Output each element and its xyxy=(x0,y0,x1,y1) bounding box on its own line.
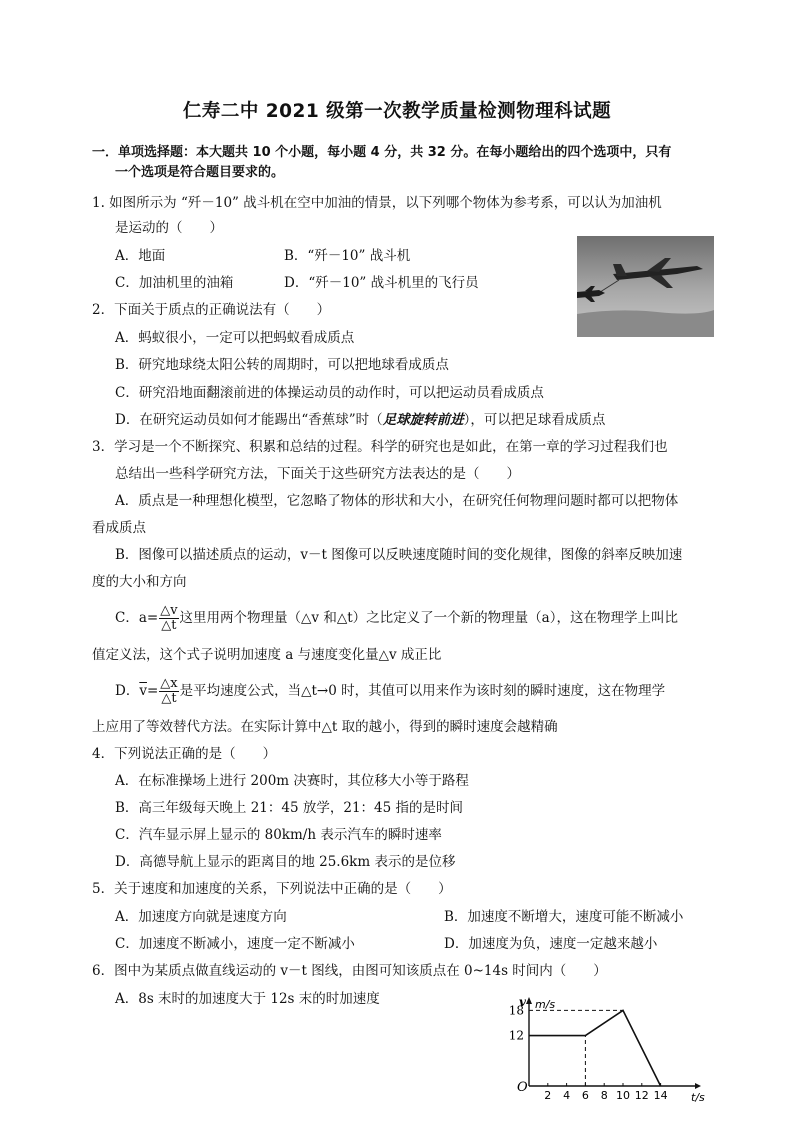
average-velocity-symbol: $\overline{v}$ xyxy=(139,683,147,699)
q3-option-c xyxy=(115,604,678,633)
q4-option-a: A．在标准操场上进行 200m 决赛时，其位移大小等于路程 xyxy=(115,773,469,789)
y-axis-arrow xyxy=(526,997,532,1004)
x-tick-label: 4 xyxy=(563,1089,571,1102)
q3-option-a-cont: 看成质点 xyxy=(92,520,146,536)
y-tick-label: 12 xyxy=(508,1028,524,1043)
q1-stem: 1. 如图所示为 “歼－10” 战斗机在空中加油的情景，以下列哪个物体为参考系，可以认为加油机 xyxy=(92,195,662,211)
x-tick-label: 14 xyxy=(653,1089,668,1102)
q6-stem: 6．图中为某质点做直线运动的 v－t 图线，由图可知该质点在 0~14s 时间内（ ） xyxy=(92,963,607,979)
y-axis-label: v xyxy=(519,995,526,1009)
fraction-dv-dt xyxy=(159,604,178,633)
q3-option-c-cont: 值定义法，这个式子说明加速度 a 与速度变化量△v 成正比 xyxy=(92,647,442,663)
q6-option-a: A．8s 末时的加速度大于 12s 末的时加速度 xyxy=(115,991,380,1007)
q5-option-c: C．加速度不断减小，速度一定不断减小 xyxy=(115,936,355,952)
q3-option-c-text: 这里用两个物理量（△v 和△t）之比定义了一个新的物理量（a），这在物理学上叫比 xyxy=(179,610,678,626)
q1-option-d: D．“歼－10” 战斗机里的飞行员 xyxy=(284,275,479,291)
vt-line xyxy=(529,1010,661,1086)
q4-option-c: C．汽车显示屏上显示的 80km/h 表示汽车的瞬时速率 xyxy=(115,827,442,843)
vt-graph xyxy=(495,994,705,1104)
page-title: 仁寿二中 2021 级第一次教学质量检测物理科试题 xyxy=(182,101,612,122)
q2-option-a: A．蚂蚁很小，一定可以把蚂蚁看成质点 xyxy=(115,330,355,346)
refueling-photo xyxy=(577,236,714,337)
fraction-numerator: △v xyxy=(160,603,178,618)
q3-option-d xyxy=(115,677,665,706)
q2-option-c: C．研究沿地面翻滚前进的体操运动员的动作时，可以把运动员看成质点 xyxy=(115,385,544,401)
q5-option-a: A．加速度方向就是速度方向 xyxy=(115,909,287,925)
fraction-dx-dt xyxy=(159,677,178,706)
x-axis-label: t/s xyxy=(691,1091,705,1104)
q3-option-a: A．质点是一种理想化模型，它忽略了物体的形状和大小，在研究任何物理问题时都可以把物体 xyxy=(115,493,679,509)
section-heading-cont: 一个选项是符合题目要求的。 xyxy=(115,165,285,180)
x-tick-label: 10 xyxy=(616,1089,630,1102)
fraction-denominator: △t xyxy=(161,618,177,633)
origin-label: O xyxy=(517,1080,528,1095)
equals-sign: = xyxy=(146,683,159,699)
x-axis-arrow xyxy=(695,1083,701,1089)
x-tick-label: 6 xyxy=(581,1089,589,1102)
q3-option-b: B．图像可以描述质点的运动，v－t 图像可以反映速度随时间的变化规律，图像的斜率反映加速 xyxy=(115,547,683,563)
q3-option-c-label: C．a= xyxy=(115,610,159,626)
q1-option-b: B．“歼－10” 战斗机 xyxy=(284,248,411,264)
q2-option-d-text-end: ），可以把足球看成质点 xyxy=(463,412,606,428)
q4-stem: 4．下列说法正确的是（ ） xyxy=(92,746,277,762)
fraction-numerator: △x xyxy=(160,676,178,691)
q5-option-d: D．加速度为负，速度一定越来越小 xyxy=(444,936,658,952)
vt-graph-svg xyxy=(495,994,705,1104)
q5-stem: 5．关于速度和加速度的关系，下列说法中正确的是（ ） xyxy=(92,881,452,897)
q2-option-d xyxy=(115,411,605,429)
q2-option-d-text: D．在研究运动员如何才能踢出“香蕉球”时（ xyxy=(115,412,383,428)
q1-stem-cont: 是运动的（ ） xyxy=(115,220,223,236)
x-tick-label: 2 xyxy=(544,1089,552,1102)
q3-option-d-label: D． xyxy=(115,683,140,699)
x-tick-label: 8 xyxy=(600,1089,608,1102)
q3-stem: 3．学习是一个不断探究、积累和总结的过程。科学的研究也是如此，在第一章的学习过程我们也 xyxy=(92,439,668,455)
q3-option-d-text: 是平均速度公式，当△t→0 时，其值可以用来作为该时刻的瞬时速度，这在物理学 xyxy=(179,683,666,699)
q1-option-c: C．加油机里的油箱 xyxy=(115,275,234,291)
x-tick-label: 12 xyxy=(634,1089,649,1102)
y-tick-label: 18 xyxy=(508,1003,524,1018)
q5-option-b: B．加速度不断增大，速度可能不断减小 xyxy=(444,909,684,925)
section-heading: 一．单项选择题：本大题共 10 个小题，每小题 4 分，共 32 分。在每小题给出的四个选项中，只有 xyxy=(92,145,672,160)
q2-option-b: B．研究地球绕太阳公转的周期时，可以把地球看成质点 xyxy=(115,357,449,373)
y-axis-unit: m/s xyxy=(535,998,556,1011)
fraction-denominator: △t xyxy=(161,691,177,706)
q4-option-d: D．高德导航上显示的距离目的地 25.6km 表示的是位移 xyxy=(115,854,456,870)
q2-stem: 2．下面关于质点的正确说法有（ ） xyxy=(92,302,331,318)
q3-option-b-cont: 度的大小和方向 xyxy=(92,574,187,590)
q3-stem-cont: 总结出一些科学研究方法，下面关于这些研究方法表达的是（ ） xyxy=(115,466,520,482)
q1-option-a: A．地面 xyxy=(115,248,166,264)
q4-option-b: B．高三年级每天晚上 21：45 放学，21：45 指的是时间 xyxy=(115,800,464,816)
q3-option-d-cont: 上应用了等效替代方法。在实际计算中△t 取的越小，得到的瞬时速度会越精确 xyxy=(92,719,558,735)
q2-option-d-emphasis: 足球旋转前进 xyxy=(382,412,464,428)
